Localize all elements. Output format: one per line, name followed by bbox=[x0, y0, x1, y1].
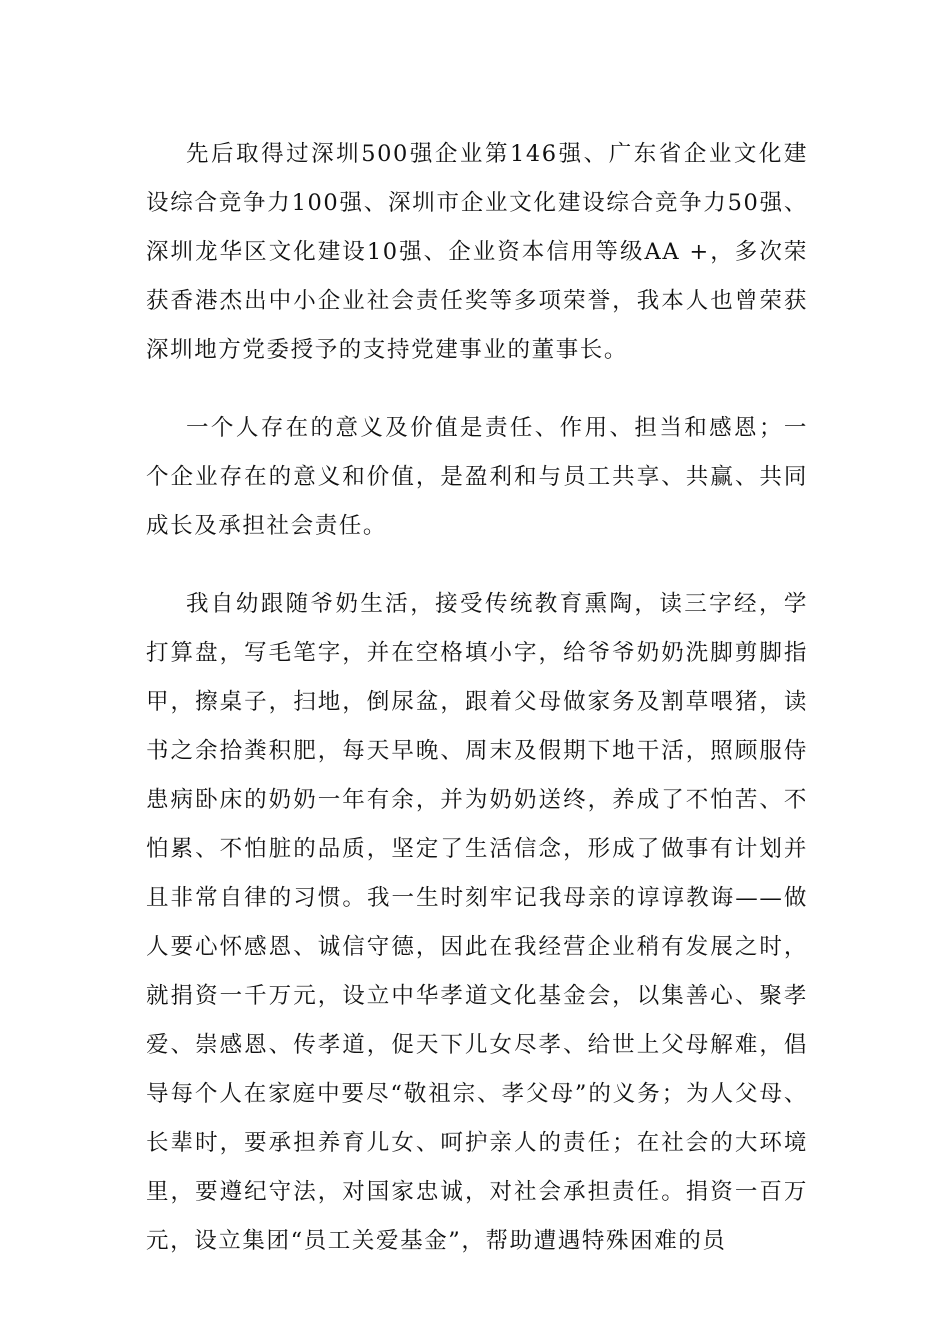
paragraph-upbringing: 我自幼跟随爷奶生活，接受传统教育熏陶，读三字经，学打算盘，写毛笔字，并在空格填小字，给爷爷奶奶洗脚剪脚指甲，擦桌子，扫地，倒尿盆，跟着父母做家务及割草喂猪，读书之余拾粪积肥，每天早晚、周末及假期下地干活，照顾服侍患病卧床的奶奶一年有余，并为奶奶送终，养成了不怕苦、不怕累、不怕脏的品质，坚定了生活信念，形成了做事有计划并且非常自律的习惯。我一生时刻牢记我母亲的谆谆教诲——做人要心怀感恩、诚信守德，因此在我经营企业稍有发展之时，就捐资一千万元，设立中华孝道文化基金会，以集善心、聚孝爱、崇感恩、传孝道，促天下儿女尽孝、给世上父母解难，倡导每个人在家庭中要尽“敬祖宗、孝父母”的义务；为人父母、长辈时，要承担养育儿女、呵护亲人的责任；在社会的大环境里，要遵纪守法，对国家忠诚，对社会承担责任。捐资一百万元，设立集团“员工关爱基金”，帮助遭遇特殊困难的员 bbox=[146, 591, 808, 1254]
paragraph-honors: 先后取得过深圳500强企业第146强、广东省企业文化建设综合竞争力100强、深圳市企业文化建设综合竞争力50强、深圳龙华区文化建设10强、企业资本信用等级AA +，多次荣获香港杰出中小企业社会责任奖等多项荣誉，我本人也曾荣获深圳地方党委授予的支持党建事业的董事长。 bbox=[146, 141, 808, 363]
paragraph-meaning-and-value: 一个人存在的意义及价值是责任、作用、担当和感恩；一个企业存在的意义和价值，是盈利和与员工共享、共赢、共同成长及承担社会责任。 bbox=[146, 415, 808, 539]
